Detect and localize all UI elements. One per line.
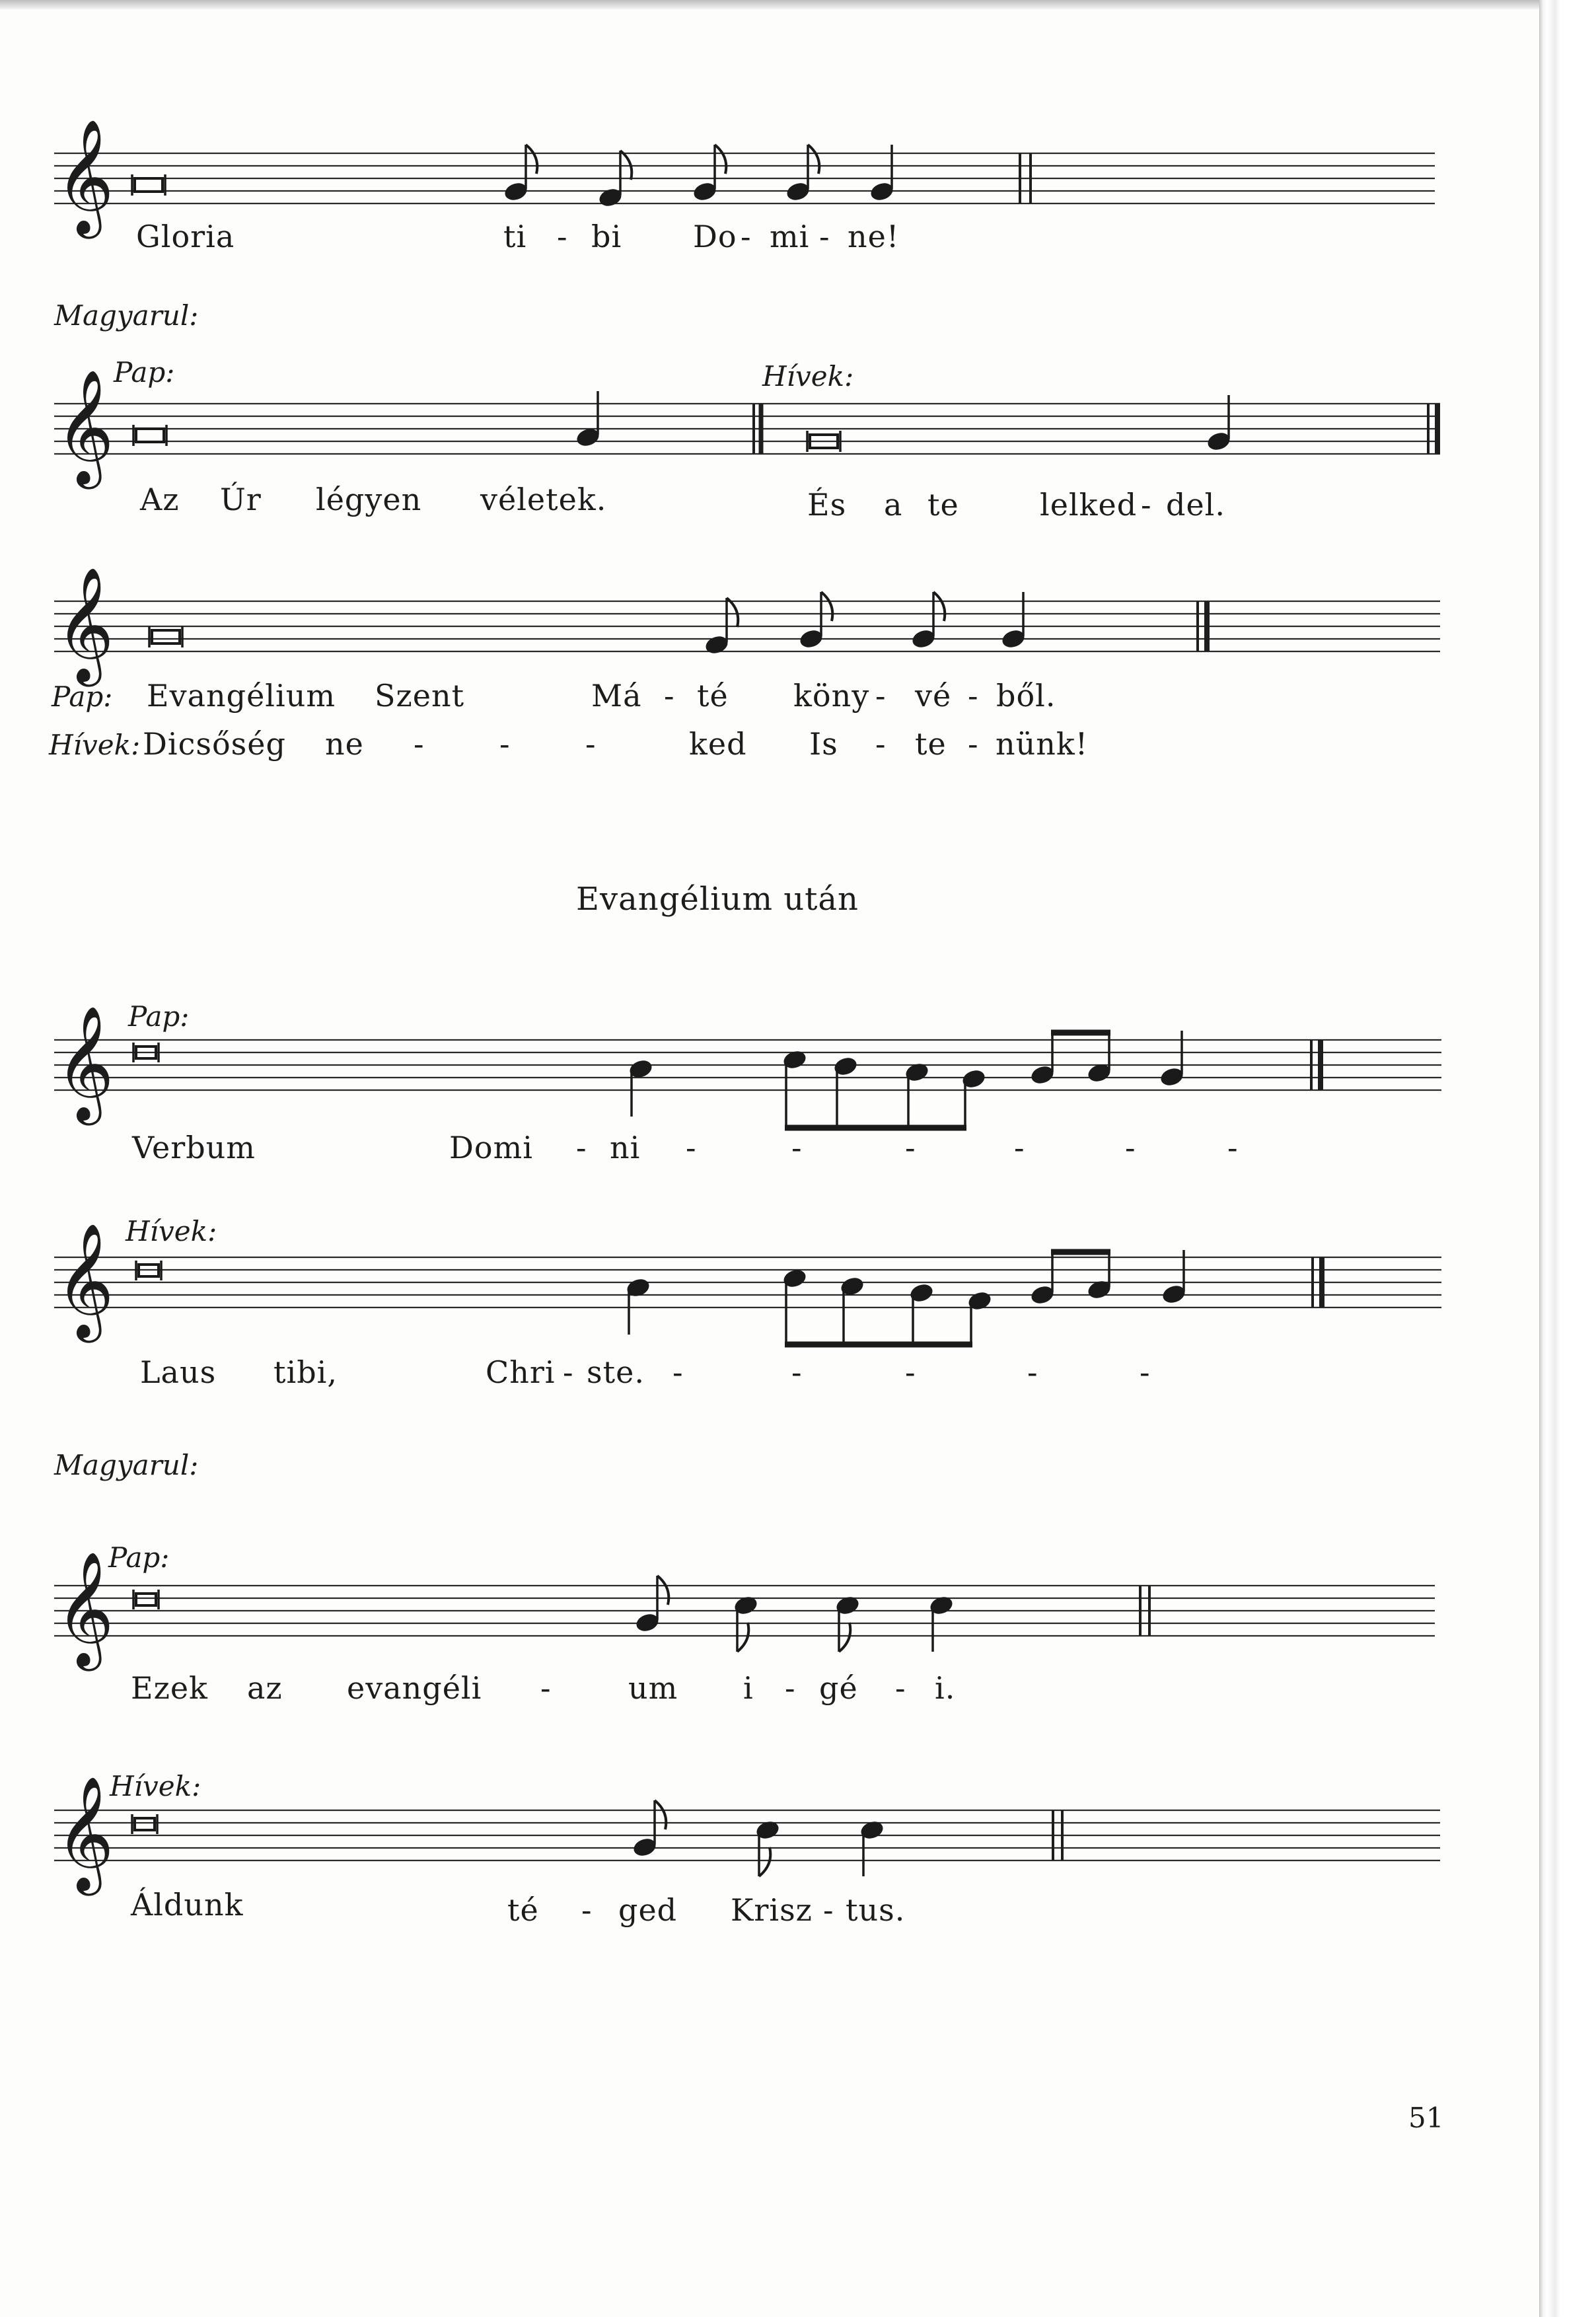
lyric-syllable: ti: [503, 219, 527, 254]
lyric-hyphen: -: [823, 1892, 834, 1928]
lyric-syllable: evangéli: [347, 1670, 482, 1706]
beamed-notes: [1029, 1250, 1112, 1306]
brevis-note-icon: [133, 425, 166, 446]
eighth-note: [634, 1576, 669, 1634]
lyric-hyphen: -: [968, 726, 979, 762]
lyric-syllable: um: [628, 1670, 678, 1706]
lyric-syllable: Má: [591, 678, 642, 714]
lyric-syllable: ne!: [848, 219, 900, 254]
lyric-syllable: Gloria: [136, 219, 235, 254]
lyric-syllable: az: [247, 1670, 283, 1706]
lyric-hyphen: -: [875, 678, 887, 714]
lyric-hyphen: -: [563, 1354, 574, 1390]
staff-lines: [54, 1810, 1440, 1860]
lyric-syllable: Evangélium: [147, 678, 336, 714]
treble-clef-icon: 𝄞: [55, 1006, 114, 1121]
lyric-syllable: Laus: [140, 1354, 217, 1390]
staff-lines: [54, 1257, 1441, 1307]
lyric-hyphen: -: [686, 1130, 697, 1165]
treble-clef-icon: 𝄞: [55, 1551, 114, 1666]
lyric-syllable: Is: [809, 726, 838, 762]
lyric-hyphen: -: [968, 678, 979, 714]
lyric-syllable: té: [507, 1892, 539, 1928]
section-label: Magyarul:: [54, 1449, 199, 1481]
lyric-hyphen: -: [576, 1130, 587, 1165]
lyric-syllable: i: [743, 1670, 754, 1706]
lyric-hyphen: -: [585, 726, 597, 762]
lyric-hyphen: -: [664, 678, 675, 714]
eighth-note: [597, 151, 632, 209]
staff-system-gloria: [54, 119, 1435, 254]
lyric-hyphen: -: [1027, 1354, 1038, 1390]
lyric-hyphen: -: [819, 219, 830, 254]
treble-clef-icon: 𝄞: [55, 369, 114, 484]
staff-system-az-ur: [54, 356, 1440, 523]
lyric-hyphen: -: [499, 726, 511, 762]
staff-system-ezek: [54, 1541, 1435, 1706]
lyric-hyphen: -: [581, 1892, 593, 1928]
lyric-syllable: ged: [618, 1892, 678, 1928]
lyric-syllable: vé: [915, 678, 952, 714]
lyric-hyphen: -: [905, 1354, 916, 1390]
staff-lines: [54, 404, 1440, 454]
lyric-syllable: bi: [591, 219, 622, 254]
lyric-syllable: ked: [689, 726, 747, 762]
lyric-syllable: a: [884, 487, 903, 523]
lyric-syllable: Verbum: [132, 1130, 256, 1165]
lyric-syllable: ni: [610, 1130, 641, 1165]
lyric-hyphen: -: [672, 1354, 684, 1390]
brevis-note-icon: [132, 174, 165, 196]
lyric-syllable: Úr: [220, 482, 262, 517]
staff-system-evangelium: [48, 567, 1440, 762]
lyric-syllable: ste.: [587, 1354, 645, 1390]
brevis-note-icon: [149, 626, 182, 647]
lyric-syllable: Szent: [375, 678, 465, 714]
role-label: Hívek:: [762, 360, 854, 392]
treble-clef-icon: 𝄞: [55, 119, 114, 234]
lyric-syllable: légyen: [316, 482, 422, 517]
role-label: Hívek:: [126, 1215, 217, 1247]
role-label: Hívek:: [110, 1770, 201, 1802]
lyric-hyphen: -: [557, 219, 568, 254]
lyric-syllable: Krisz: [731, 1892, 813, 1928]
lyric-hyphen: -: [1140, 1354, 1151, 1390]
lyric-syllable: Áldunk: [131, 1887, 244, 1923]
staff-lines: [54, 601, 1440, 651]
quarter-note: [575, 391, 601, 449]
role-label: Pap:: [114, 356, 175, 388]
eighth-note: [632, 1800, 666, 1858]
lyric-syllable: ből.: [996, 678, 1056, 714]
lyric-hyphen: -: [905, 1130, 916, 1165]
brevis-note-icon: [133, 1590, 159, 1609]
lyric-hyphen: -: [414, 726, 425, 762]
lyric-syllable: Do: [693, 219, 737, 254]
brevis-note-icon: [132, 1814, 157, 1834]
quarter-note: [1161, 1250, 1187, 1306]
lyric-syllable: mi: [770, 219, 810, 254]
lyric-syllable: Ezek: [131, 1670, 208, 1706]
lyric-syllable: tus.: [846, 1892, 906, 1928]
section-label: Magyarul:: [54, 299, 199, 332]
lyric-hyphen: -: [1141, 487, 1152, 523]
lyric-hyphen: -: [785, 1670, 796, 1706]
staff-system-aldunk: [54, 1770, 1440, 1928]
role-label: Pap:: [128, 1000, 190, 1033]
lyric-hyphen: -: [875, 726, 887, 762]
staff-lines: [54, 153, 1435, 203]
section-heading: Evangélium után: [576, 881, 859, 918]
lyric-syllable: te: [927, 487, 959, 523]
staff-lines: [54, 1040, 1441, 1090]
role-label: Hívek:: [49, 729, 141, 761]
lyric-syllable: Dicsőség: [143, 726, 286, 762]
lyric-hyphen: -: [895, 1670, 906, 1706]
lyric-hyphen: -: [540, 1670, 552, 1706]
treble-clef-icon: 𝄞: [55, 1223, 114, 1338]
staff-system-laus: [54, 1215, 1441, 1390]
lyric-hyphen: -: [791, 1354, 803, 1390]
lyric-syllable: köny: [793, 678, 870, 714]
lyric-syllable: i.: [935, 1670, 956, 1706]
quarter-note: [625, 1276, 651, 1335]
lyric-hyphen: -: [1125, 1130, 1136, 1165]
lyric-syllable: del.: [1166, 487, 1226, 523]
beamed-notes: [781, 1048, 987, 1130]
lyric-syllable: Chri: [486, 1354, 556, 1390]
lyric-syllable: És: [807, 487, 847, 523]
staff-system-verbum: [54, 1000, 1441, 1165]
role-label: Pap:: [108, 1541, 170, 1574]
quarter-note: [628, 1058, 654, 1117]
lyric-syllable: té: [697, 678, 729, 714]
lyric-syllable: tibi,: [273, 1354, 338, 1390]
lyric-syllable: ne: [325, 726, 364, 762]
lyric-syllable: te: [915, 726, 947, 762]
lyric-syllable: Az: [140, 482, 180, 517]
treble-clef-icon: 𝄞: [55, 1776, 114, 1891]
lyric-syllable: lelked: [1040, 487, 1138, 523]
lyric-syllable: gé: [819, 1670, 858, 1706]
role-label: Pap:: [52, 680, 113, 713]
lyric-syllable: Domi: [449, 1130, 533, 1165]
lyric-hyphen: -: [1014, 1130, 1025, 1165]
lyric-hyphen: -: [1227, 1130, 1239, 1165]
treble-clef-icon: 𝄞: [55, 567, 114, 682]
lyric-hyphen: -: [741, 219, 752, 254]
page-number: 51: [1408, 2102, 1444, 2134]
lyric-syllable: véletek.: [480, 482, 607, 517]
lyric-hyphen: -: [791, 1130, 803, 1165]
lyric-syllable: nünk!: [996, 726, 1089, 762]
